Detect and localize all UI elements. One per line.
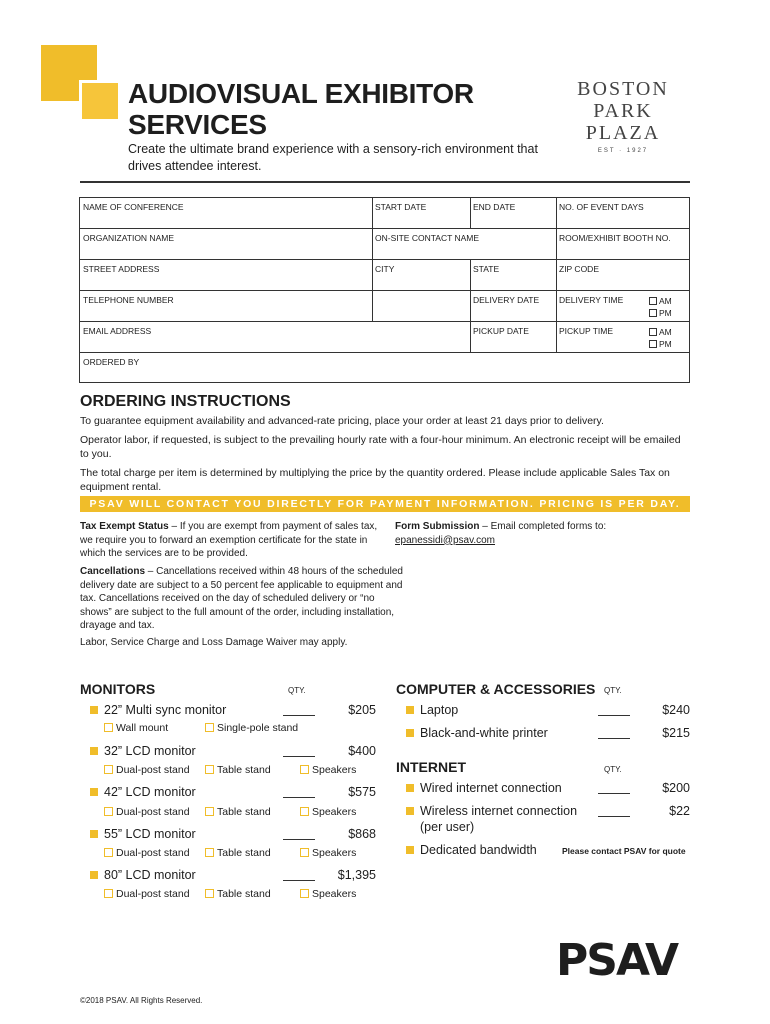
boston-park-plaza-logo: BOSTON PARK PLAZA EST · 1927 <box>577 78 669 154</box>
qty-input[interactable] <box>598 806 630 817</box>
item-price: $215 <box>662 726 690 740</box>
delivery-pm-checkbox[interactable]: PM <box>649 307 688 319</box>
pickup-time-options <box>646 322 691 354</box>
copyright: ©2018 PSAV. All Rights Reserved. <box>80 996 203 1005</box>
field-pickup-date[interactable]: PICKUP DATE <box>473 326 529 336</box>
option-dual-post[interactable]: Dual-post stand <box>104 888 190 900</box>
qty-input[interactable] <box>598 705 630 716</box>
option-dual-post[interactable]: Dual-post stand <box>104 764 190 776</box>
option-dual-post[interactable]: Dual-post stand <box>104 847 190 859</box>
monitors-qty-label: QTY. <box>288 686 306 695</box>
instructions-p3: The total charge per item is determined by multiplying the price by the quantity ordered. Please include applicable Sales Tax on equipment rental. <box>80 467 670 493</box>
qty-input[interactable] <box>283 787 315 798</box>
field-room-booth[interactable]: ROOM/EXHIBIT BOOTH NO. <box>559 233 671 243</box>
field-end-date[interactable]: END DATE <box>473 202 516 212</box>
payment-banner: PSAV WILL CONTACT YOU DIRECTLY FOR PAYMENT INFORMATION. PRICING IS PER DAY. <box>80 496 690 512</box>
form-submission: Form Submission – Email completed forms to: epanessidi@psav.com <box>395 521 607 546</box>
item-price: $400 <box>348 744 376 758</box>
instructions-p1: To guarantee equipment availability and advanced-rate pricing, place your order at least 21 days prior to delivery. <box>80 415 604 427</box>
psav-logo: PSAV <box>556 935 678 986</box>
field-pickup-time[interactable]: PICKUP TIME <box>559 326 614 336</box>
internet-item: Dedicated bandwidth <box>406 843 537 857</box>
option-table-stand[interactable]: Table stand <box>205 764 271 776</box>
qty-input[interactable] <box>283 870 315 881</box>
field-event-days[interactable]: NO. OF EVENT DAYS <box>559 202 644 212</box>
field-organization-name[interactable]: ORGANIZATION NAME <box>83 233 174 243</box>
delivery-am-checkbox[interactable]: AM <box>649 295 688 307</box>
contact-for-quote: Please contact PSAV for quote <box>562 846 686 856</box>
internet-item: Wired internet connection <box>406 781 562 795</box>
field-delivery-date[interactable]: DELIVERY DATE <box>473 295 540 305</box>
option-wall-mount[interactable]: Wall mount <box>104 722 168 734</box>
field-city[interactable]: CITY <box>375 264 395 274</box>
option-dual-post[interactable]: Dual-post stand <box>104 806 190 818</box>
option-single-pole[interactable]: Single-pole stand <box>205 722 298 734</box>
option-speakers[interactable]: Speakers <box>300 806 356 818</box>
order-form <box>79 197 690 383</box>
cancellations: Cancellations – Cancellations received within 48 hours of the scheduled delivery date are subject to a 50 percent fee applicable to equipment and tax. Cancellations received on the day of scheduled delivery or “no shows” are subject to the full amount of the order, including installation, drayage and tax. <box>80 566 403 631</box>
item-price: $200 <box>662 781 690 795</box>
field-onsite-contact[interactable]: ON-SITE CONTACT NAME <box>375 233 480 243</box>
computer-qty-label: QTY. <box>604 686 622 695</box>
field-start-date[interactable]: START DATE <box>375 202 427 212</box>
labor-note: Labor, Service Charge and Loss Damage Waiver may apply. <box>80 637 348 648</box>
internet-item: Wireless internet connection <box>406 804 577 818</box>
monitor-item: 42” LCD monitor <box>90 785 196 799</box>
pickup-am-checkbox[interactable]: AM <box>649 326 688 338</box>
tax-exempt-status: Tax Exempt Status – If you are exempt from payment of sales tax, we require you to forward an exemption certificate for the state in which the services are to be provided. <box>80 521 378 559</box>
option-speakers[interactable]: Speakers <box>300 888 356 900</box>
divider <box>80 181 690 183</box>
decorative-square-small <box>79 80 118 119</box>
qty-input[interactable] <box>283 705 315 716</box>
field-zip[interactable]: ZIP CODE <box>559 264 599 274</box>
instructions-p2: Operator labor, if requested, is subject to the prevailing hourly rate with a four-hour minimum. An electronic receipt will be emailed to you. <box>80 434 681 460</box>
item-price: $1,395 <box>337 868 376 882</box>
page-title: AUDIOVISUAL EXHIBITOR SERVICES <box>128 78 474 140</box>
computer-item: Black-and-white printer <box>406 726 548 740</box>
item-price: $22 <box>669 804 690 818</box>
item-price: $575 <box>348 785 376 799</box>
option-table-stand[interactable]: Table stand <box>205 806 271 818</box>
pickup-pm-checkbox[interactable]: PM <box>649 338 688 350</box>
option-speakers[interactable]: Speakers <box>300 764 356 776</box>
computer-item: Laptop <box>406 703 458 717</box>
qty-input[interactable] <box>598 783 630 794</box>
internet-qty-label: QTY. <box>604 765 622 774</box>
option-table-stand[interactable]: Table stand <box>205 847 271 859</box>
field-conference-name[interactable]: NAME OF CONFERENCE <box>83 202 184 212</box>
computer-heading: COMPUTER & ACCESSORIES <box>396 681 596 697</box>
page-subtitle: Create the ultimate brand experience with a sensory-rich environment that drives attendee interest. <box>128 142 538 173</box>
monitors-heading: MONITORS <box>80 681 156 697</box>
monitor-item: 80” LCD monitor <box>90 868 196 882</box>
option-table-stand[interactable]: Table stand <box>205 888 271 900</box>
field-street-address[interactable]: STREET ADDRESS <box>83 264 160 274</box>
item-price: $205 <box>348 703 376 717</box>
field-telephone[interactable]: TELEPHONE NUMBER <box>83 295 174 305</box>
field-state[interactable]: STATE <box>473 264 500 274</box>
field-email[interactable]: EMAIL ADDRESS <box>83 326 152 336</box>
submission-email-link[interactable]: epanessidi@psav.com <box>395 534 496 546</box>
item-price: $868 <box>348 827 376 841</box>
option-speakers[interactable]: Speakers <box>300 847 356 859</box>
qty-input[interactable] <box>598 728 630 739</box>
qty-input[interactable] <box>283 829 315 840</box>
qty-input[interactable] <box>283 746 315 757</box>
ordering-instructions-heading: ORDERING INSTRUCTIONS <box>80 393 291 410</box>
internet-item-note: (per user) <box>420 820 475 834</box>
monitor-item: 55” LCD monitor <box>90 827 196 841</box>
item-price: $240 <box>662 703 690 717</box>
field-ordered-by[interactable]: ORDERED BY <box>83 357 140 367</box>
internet-heading: INTERNET <box>396 759 466 775</box>
monitor-item: 22” Multi sync monitor <box>90 703 226 717</box>
monitor-item: 32” LCD monitor <box>90 744 196 758</box>
field-delivery-time[interactable]: DELIVERY TIME <box>559 295 624 305</box>
delivery-time-options <box>646 291 691 323</box>
